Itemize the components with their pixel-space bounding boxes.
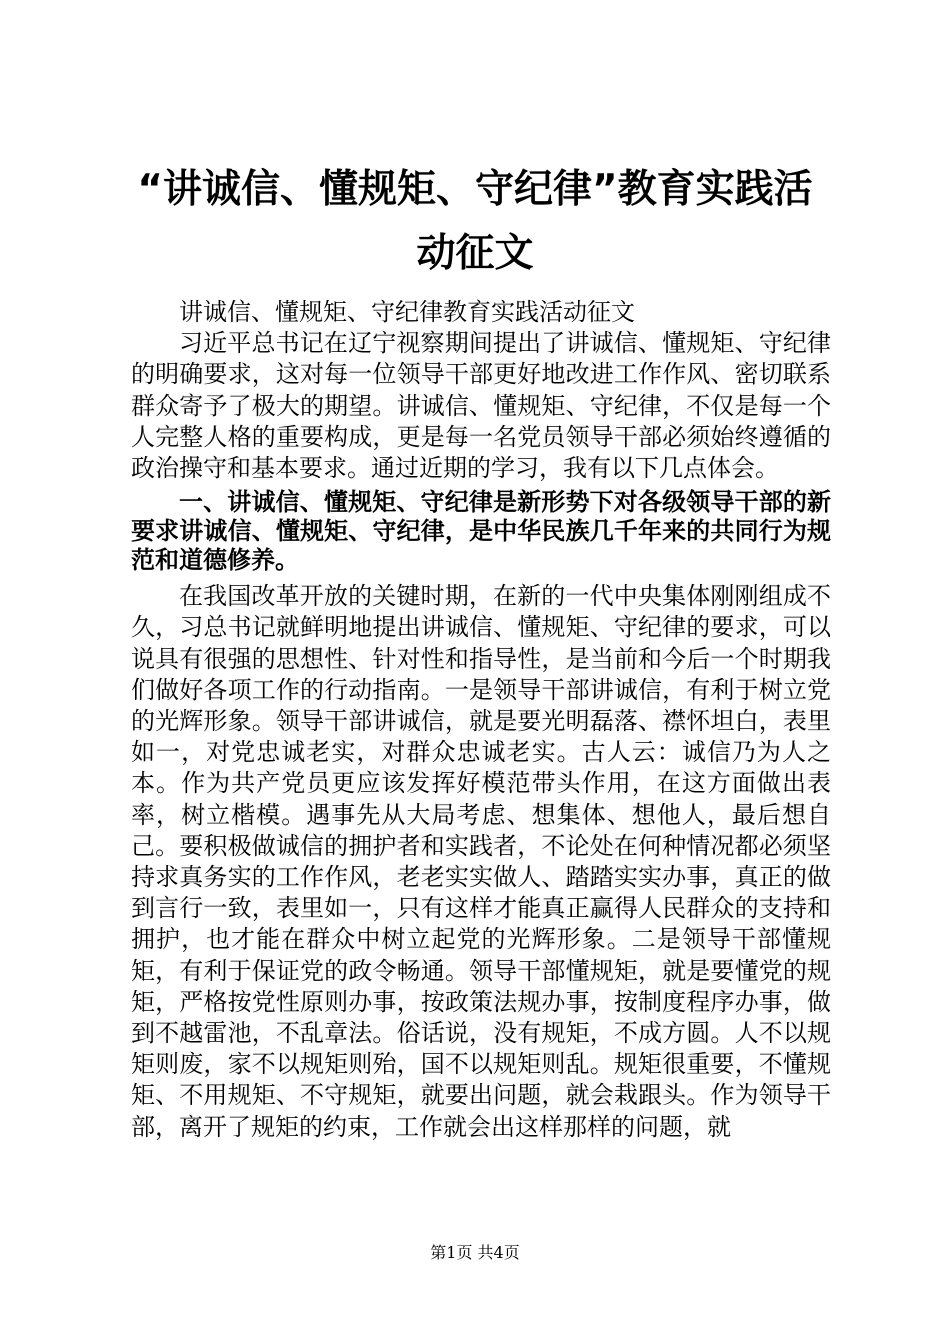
body-paragraph: 在我国改革开放的关键时期，在新的一代中央集体刚刚组成不久，习总书记就鲜明地提出讲诚信、懂规矩、守纪律的要求，可以说具有很强的思想性、针对性和指导性，是当前和今后一个时期我们做好各项工作的行动指南。一是领导干部讲诚信，有利于树立党的光辉形象。领导干部讲诚信，就是要光明磊落、襟怀坦白，表里如一，对党忠诚老实，对群众忠诚老实。古人云：诚信乃为人之本。作为共产党员更应该发挥好模范带头作用，在这方面做出表率，树立楷模。遇事先从大局考虑、想集体、想他人，最后想自己。要积极做诚信的拥护者和实践者，不论处在何种情况都必须坚持求真务实的工作作风，老老实实做人、踏踏实实办事，真正的做到言行一致，表里如一，只有这样才能真正赢得人民群众的支持和拥护，也才能在群众中树立起党的光辉形象。二是领导干部懂规矩，有利于保证党的政令畅通。领导干部懂规矩，就是要懂党的规矩，严格按党性原则办事，按政策法规办事，按制度程序办事，做到不越雷池，不乱章法。俗话说，没有规矩，不成方圆。人不以规矩则废，家不以规矩则殆，国不以规矩则乱。规矩很重要，不懂规矩、不用规矩、不守规矩，就要出问题，就会栽跟头。作为领导干部，离开了规矩的约束，工作就会出这样那样的问题，就: [131, 582, 831, 1141]
page-footer: 第1页 共4页: [430, 1243, 520, 1262]
intro-paragraph: 习近平总书记在辽宁视察期间提出了讲诚信、懂规矩、守纪律的明确要求，这对每一位领导干部更好地改进工作作风、密切联系群众寄予了极大的期望。讲诚信、懂规矩、守纪律，不仅是每一个人完整人格的重要构成，更是每一名党员领导干部必须始终遵循的政治操守和基本要求。通过近期的学习，我有以下几点体会。: [131, 329, 831, 483]
section-heading-1: 一、讲诚信、懂规矩、守纪律是新形势下对各级领导干部的新要求讲诚信、懂规矩、守纪律，是中华民族几千年来的共同行为规范和道德修养。: [131, 488, 831, 575]
subtitle-paragraph: 讲诚信、懂规矩、守纪律教育实践活动征文: [179, 298, 635, 326]
document-title: “讲诚信、懂规矩、守纪律”教育实践活动征文: [137, 167, 813, 276]
document-body: [131, 297, 831, 1143]
